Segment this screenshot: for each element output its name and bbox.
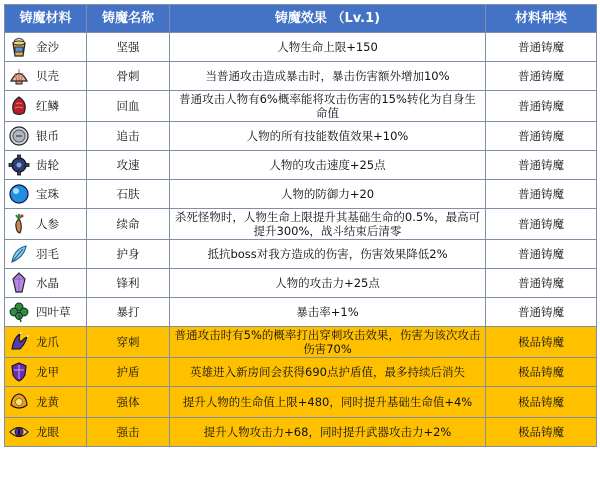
material-cell [5, 240, 87, 269]
feather-icon [8, 243, 30, 265]
silver-coin-icon [8, 125, 30, 147]
forge-name-cell: 护身 [87, 240, 170, 269]
header-material: 铸魔材料 [5, 5, 87, 33]
table-row [5, 327, 597, 358]
material-cell [5, 327, 87, 358]
table-row [5, 358, 597, 387]
forge-name-cell: 强体 [87, 387, 170, 418]
material-name: 龙黄 [36, 395, 59, 409]
dragon-eye-icon [8, 421, 30, 443]
dragon-armor-icon [8, 361, 30, 383]
header-forge-effect: 铸魔效果 （Lv.1) [170, 5, 486, 33]
forge-effect-cell: 英雄进入新房间会获得690点护盾值，最多持续后消失 [170, 358, 486, 387]
material-kind-cell: 普通铸魔 [486, 33, 597, 62]
material-kind-cell: 极品铸魔 [486, 327, 597, 358]
forge-effect-cell: 人物的攻击力+25点 [170, 269, 486, 298]
material-cell [5, 91, 87, 122]
table-header-row [5, 5, 597, 33]
forge-name-cell: 骨刺 [87, 62, 170, 91]
forge-effect-cell: 提升人物攻击力+68，同时提升武器攻击力+2% [170, 418, 486, 447]
material-name: 龙眼 [36, 425, 59, 439]
material-cell [5, 209, 87, 240]
material-cell [5, 387, 87, 418]
ginseng-icon [8, 213, 30, 235]
table-row [5, 418, 597, 447]
material-name: 金沙 [36, 40, 59, 54]
material-kind-cell: 普通铸魔 [486, 62, 597, 91]
material-cell [5, 180, 87, 209]
table-row [5, 62, 597, 91]
material-kind-cell: 普通铸魔 [486, 122, 597, 151]
table-row [5, 33, 597, 62]
forge-effect-cell: 提升人物的生命值上限+480，同时提升基础生命值+4% [170, 387, 486, 418]
material-kind-cell: 普通铸魔 [486, 180, 597, 209]
material-cell [5, 122, 87, 151]
table-row [5, 298, 597, 327]
crystal-icon [8, 272, 30, 294]
sand-bucket-icon [8, 36, 30, 58]
material-cell [5, 298, 87, 327]
material-cell [5, 358, 87, 387]
forge-effect-cell: 杀死怪物时，人物生命上限提升其基础生命的0.5%，最高可提升300%，战斗结束后清零 [170, 209, 486, 240]
material-cell [5, 62, 87, 91]
material-name: 龙爪 [36, 335, 59, 349]
table-row [5, 269, 597, 298]
table-row [5, 122, 597, 151]
material-cell [5, 269, 87, 298]
table-row [5, 209, 597, 240]
material-cell [5, 418, 87, 447]
material-name: 人参 [36, 217, 59, 231]
material-kind-cell: 普通铸魔 [486, 269, 597, 298]
orb-icon [8, 183, 30, 205]
header-material-kind: 材料种类 [486, 5, 597, 33]
material-kind-cell: 普通铸魔 [486, 298, 597, 327]
material-name: 红鳞 [36, 99, 59, 113]
table-row [5, 151, 597, 180]
table-row [5, 180, 597, 209]
forge-effect-cell: 抵抗boss对我方造成的伤害，伤害效果降低2% [170, 240, 486, 269]
material-name: 羽毛 [36, 247, 59, 261]
material-kind-cell: 普通铸魔 [486, 151, 597, 180]
forging-table-container [4, 4, 597, 447]
material-name: 银币 [36, 129, 59, 143]
forge-name-cell: 锋利 [87, 269, 170, 298]
material-kind-cell: 极品铸魔 [486, 418, 597, 447]
material-name: 四叶草 [36, 305, 71, 319]
forge-effect-cell: 人物的攻击速度+25点 [170, 151, 486, 180]
forge-effect-cell: 暴击率+1% [170, 298, 486, 327]
material-name: 齿轮 [36, 158, 59, 172]
forge-effect-cell: 当普通攻击造成暴击时，暴击伤害额外增加10% [170, 62, 486, 91]
forging-material-table [4, 4, 597, 447]
material-cell [5, 151, 87, 180]
material-kind-cell: 普通铸魔 [486, 209, 597, 240]
material-name: 贝壳 [36, 69, 59, 83]
forge-name-cell: 追击 [87, 122, 170, 151]
table-row [5, 91, 597, 122]
forge-effect-cell: 人物的防御力+20 [170, 180, 486, 209]
material-kind-cell: 极品铸魔 [486, 387, 597, 418]
forge-name-cell: 攻速 [87, 151, 170, 180]
material-kind-cell: 普通铸魔 [486, 91, 597, 122]
forge-name-cell: 暴打 [87, 298, 170, 327]
gear-icon [8, 154, 30, 176]
forge-name-cell: 续命 [87, 209, 170, 240]
material-cell [5, 33, 87, 62]
material-name: 宝珠 [36, 187, 59, 201]
material-kind-cell: 极品铸魔 [486, 358, 597, 387]
forge-name-cell: 坚强 [87, 33, 170, 62]
forge-effect-cell: 人物的所有技能数值效果+10% [170, 122, 486, 151]
material-name: 水晶 [36, 276, 59, 290]
forge-name-cell: 护盾 [87, 358, 170, 387]
forge-effect-cell: 普通攻击时有5%的概率打出穿刺攻击效果，伤害为该次攻击伤害70% [170, 327, 486, 358]
clover-icon [8, 301, 30, 323]
forge-name-cell: 回血 [87, 91, 170, 122]
table-row [5, 240, 597, 269]
dragon-claw-icon [8, 331, 30, 353]
forge-effect-cell: 普通攻击人物有6%概率能将攻击伤害的15%转化为自身生命值 [170, 91, 486, 122]
header-forge-name: 铸魔名称 [87, 5, 170, 33]
material-name: 龙甲 [36, 365, 59, 379]
forge-effect-cell: 人物生命上限+150 [170, 33, 486, 62]
dragon-yolk-icon [8, 391, 30, 413]
material-kind-cell: 普通铸魔 [486, 240, 597, 269]
forge-name-cell: 石肤 [87, 180, 170, 209]
forge-name-cell: 穿刺 [87, 327, 170, 358]
table-row [5, 387, 597, 418]
shell-icon [8, 65, 30, 87]
forge-name-cell: 强击 [87, 418, 170, 447]
red-scale-icon [8, 95, 30, 117]
